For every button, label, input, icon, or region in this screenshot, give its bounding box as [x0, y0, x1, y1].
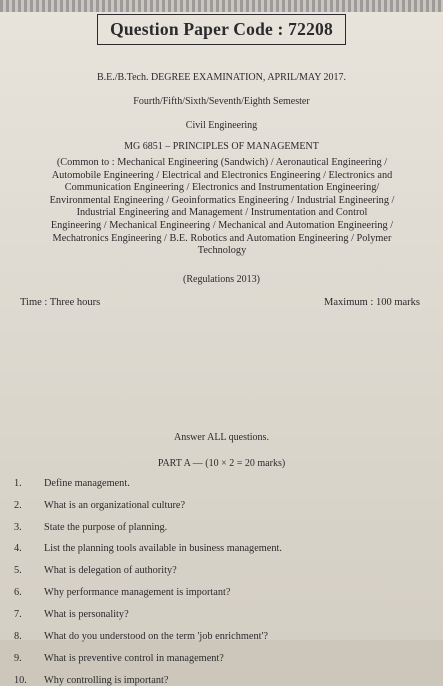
time-marks-row [20, 297, 420, 308]
common-to-block [12, 157, 432, 258]
question-number: 9. [14, 653, 22, 664]
question-number: 5. [14, 565, 22, 576]
question-item [14, 631, 434, 642]
header-row [0, 14, 443, 45]
question-number: 6. [14, 587, 22, 598]
time-label: Time : Three hours [20, 297, 101, 308]
degree-line: B.E./B.Tech. DEGREE EXAMINATION, APRIL/MAY 2017. [96, 72, 347, 83]
common-line: (Common to : Mechanical Engineering (Sandwich) / Aeronautical Engineering / [56, 157, 388, 168]
question-number: 3. [14, 522, 22, 533]
question-number: 2. [14, 500, 22, 511]
question-item [14, 609, 434, 620]
common-line: Automobile Engineering / Electrical and Electronics Engineering / Electronics and [51, 169, 393, 181]
question-number: 7. [14, 609, 22, 620]
max-marks-label: Maximum : 100 marks [324, 297, 420, 308]
question-text: What is personality? [44, 609, 129, 620]
course-title: MG 6851 – PRINCIPLES OF MANAGEMENT [124, 141, 319, 152]
question-text: List the planning tools available in business management. [44, 543, 282, 554]
semester-line: Fourth/Fifth/Sixth/Seventh/Eighth Semester [133, 96, 310, 107]
question-number: 1. [14, 478, 22, 489]
question-item [14, 522, 434, 533]
common-line: Engineering / Mechanical Engineering / Mechanical and Automation Engineering / [50, 219, 394, 231]
regulations-line: (Regulations 2013) [183, 274, 260, 285]
question-item [14, 565, 434, 576]
department-line: Civil Engineering [185, 120, 258, 131]
question-item [14, 500, 434, 511]
common-line: Communication Engineering / Electronics and Instrumentation Engineering/ [64, 182, 380, 194]
common-line: Mechatronics Engineering / B.E. Robotics and Automation Engineering / Polymer [52, 232, 392, 244]
question-number: 10. [14, 675, 27, 686]
question-paper-code-box: Question Paper Code : 72208 [97, 14, 346, 45]
question-text: What is an organizational culture? [44, 500, 186, 511]
question-item [14, 543, 434, 554]
question-text: What is delegation of authority? [44, 565, 177, 576]
question-text: Define management. [44, 478, 130, 489]
question-item [14, 478, 434, 489]
question-number: 4. [14, 543, 22, 554]
common-line: Technology [197, 245, 247, 257]
part-a-title: PART A — (10 × 2 = 20 marks) [157, 458, 286, 469]
question-text: What do you understood on the term 'job enrichment'? [44, 631, 268, 642]
question-item [14, 587, 434, 598]
question-text: Why performance management is important? [44, 587, 231, 598]
question-text: What is preventive control in management? [44, 653, 224, 664]
question-text: Why controlling is important? [44, 675, 169, 686]
instructions-line: Answer ALL questions. [174, 432, 269, 443]
question-text: State the purpose of planning. [44, 522, 168, 533]
question-number: 8. [14, 631, 22, 642]
question-item [14, 675, 434, 686]
paper-top-edge [0, 0, 443, 12]
question-item [14, 653, 434, 664]
common-line: Industrial Engineering and Management / Instrumentation and Control [76, 207, 368, 219]
common-line: Environmental Engineering / Geoinformatics Engineering / Industrial Engineering / [49, 194, 395, 206]
